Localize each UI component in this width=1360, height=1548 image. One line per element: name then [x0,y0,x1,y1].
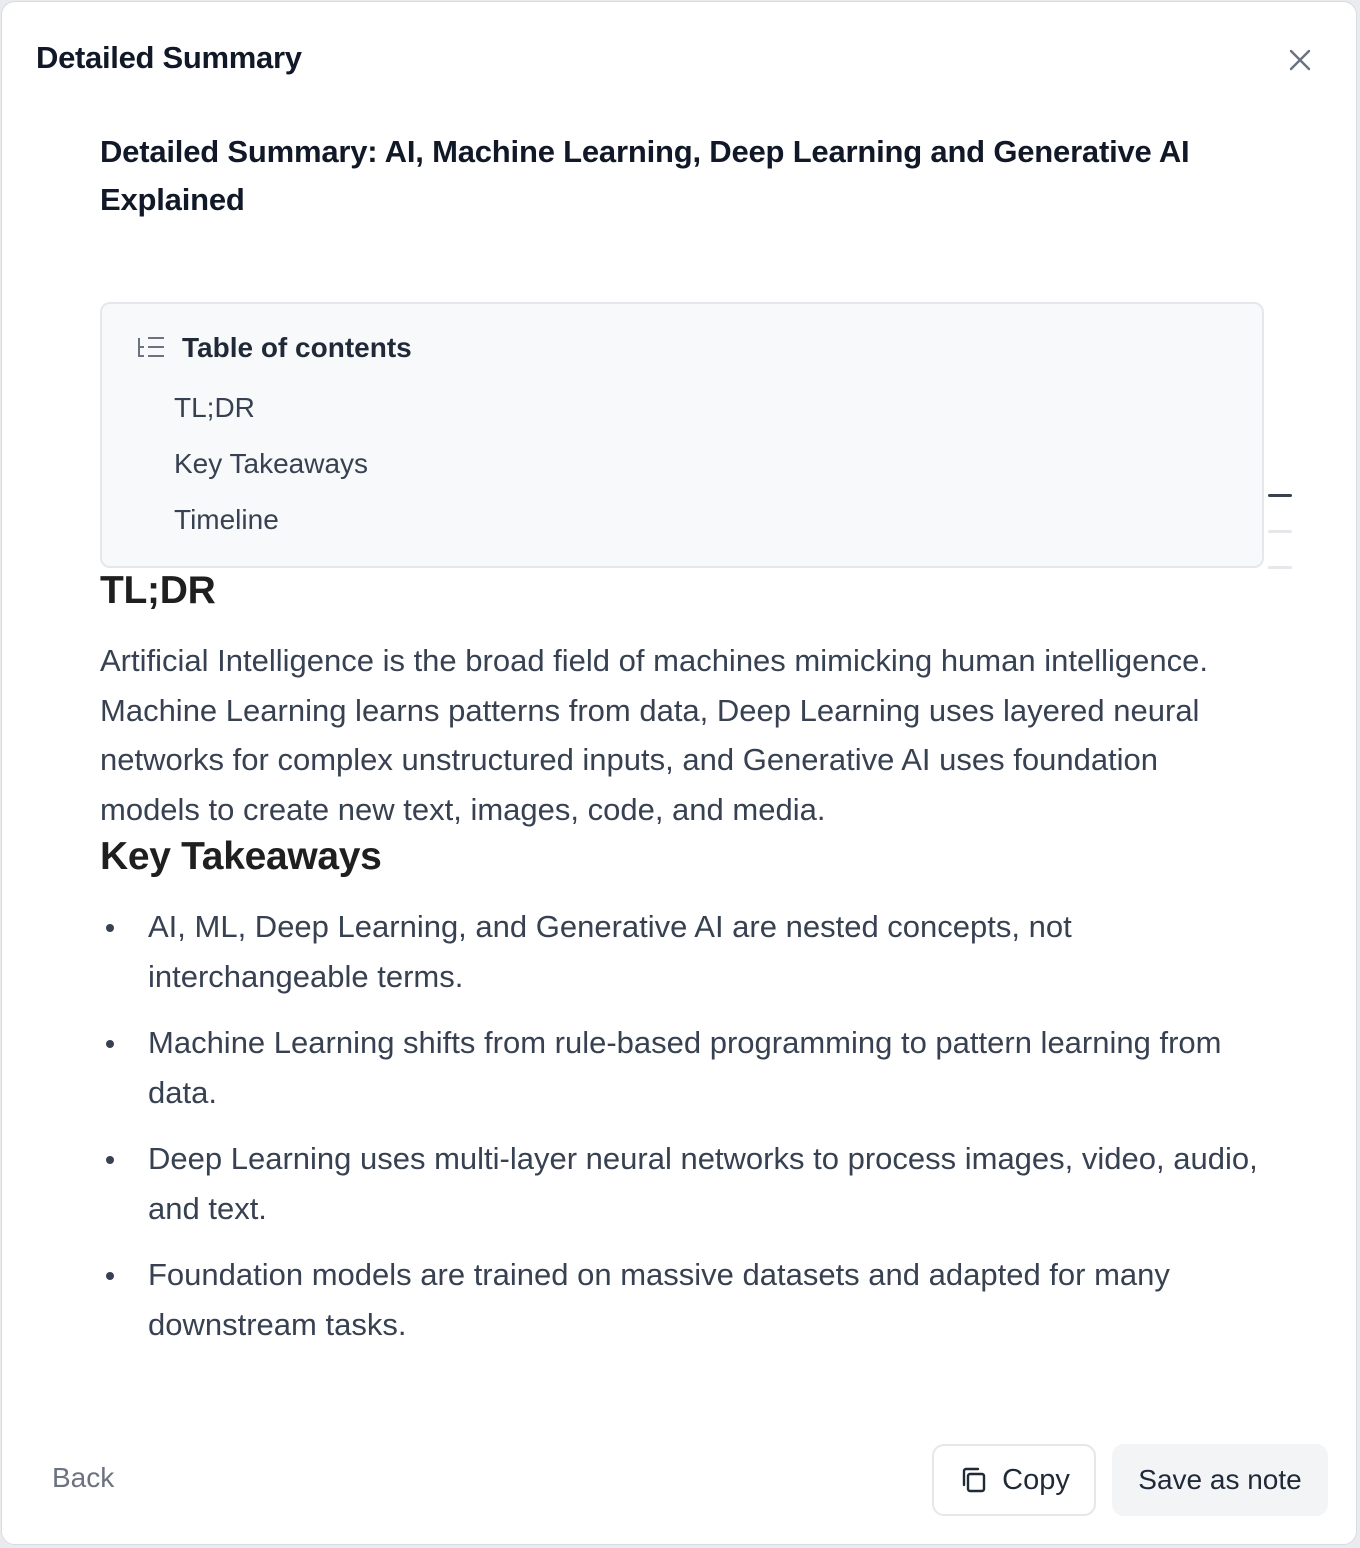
back-button[interactable]: Back [52,1462,115,1493]
list-item: Foundation models are trained on massive datasets and adapted for many downstream tasks. [100,1250,1264,1350]
table-of-contents [100,302,1264,568]
section-navigator [1268,494,1292,602]
save-as-note-label: Save as note [1138,1464,1302,1495]
tldr-heading: TL;DR [100,569,216,612]
dialog-footer [2,1412,1356,1545]
toc-item-key-takeaways[interactable]: Key Takeaways [174,448,369,479]
section-marker-timeline[interactable] [1268,566,1292,569]
copy-icon [958,1464,990,1496]
summary-dialog [1,1,1357,1545]
toc-item-timeline[interactable]: Timeline [174,504,279,535]
summary-content[interactable] [100,122,1264,1412]
toc-header [136,332,412,364]
section-marker-key-takeaways[interactable] [1268,530,1292,533]
list-item: AI, ML, Deep Learning, and Generative AI are nested concepts, not interchangeable terms. [100,902,1264,1002]
key-takeaways-heading: Key Takeaways [100,835,382,878]
list-item: Machine Learning shifts from rule-based programming to pattern learning from data. [100,1018,1264,1118]
list-item: Deep Learning uses multi-layer neural networks to process images, video, audio, and text. [100,1134,1264,1234]
toc-list [174,390,368,558]
document-title: Detailed Summary: AI, Machine Learning, Deep Learning and Generative AI Explained [100,134,1190,217]
section-marker-tldr[interactable] [1268,494,1292,497]
toc-title: Table of contents [182,332,412,363]
table-of-contents-icon [136,334,166,362]
copy-button-label: Copy [1002,1463,1070,1496]
close-icon [1284,44,1316,76]
tldr-text: Artificial Intelligence is the broad field of machines mimicking human intelligence. Machine Learning learns patterns from data, Deep Learning uses layered neural networks for complex unstructured inputs, and Generative AI uses foundation models to create new text, images, code, and media. [100,643,1208,827]
close-button[interactable] [1284,44,1316,76]
dialog-title: Detailed Summary [36,40,302,75]
save-as-note-button[interactable] [1112,1444,1328,1516]
copy-button[interactable] [932,1444,1096,1516]
toc-item-tldr[interactable]: TL;DR [174,392,255,423]
key-takeaways-list [100,902,1264,1350]
